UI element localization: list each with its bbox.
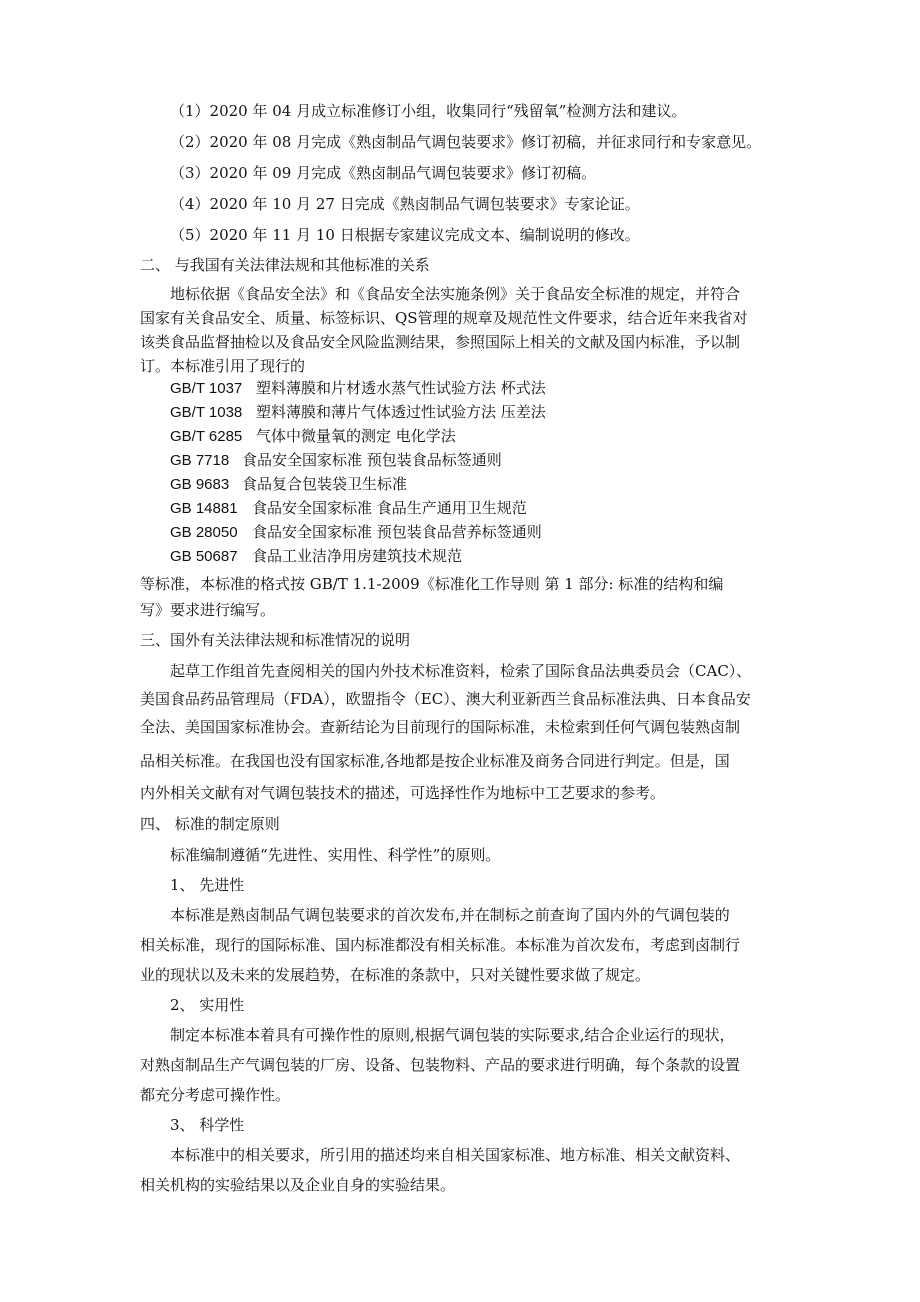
- reference-code: GB 50687: [170, 548, 238, 565]
- section-heading: 三、国外有关法律法规和标准情况的说明: [140, 631, 411, 649]
- subsection-heading: 1、 先进性: [170, 876, 245, 894]
- reference-code: GB/T 1037: [170, 380, 243, 397]
- paragraph-line: 业的现状以及未来的发展趋势，在标准的条款中，只对关键性要求做了规定。: [140, 966, 651, 984]
- paragraph-line: 该类食品监督抽检以及食品安全风险监测结果，参照国际上相关的文献及国内标准，予以制: [140, 333, 741, 351]
- reference-code: GB 7718: [170, 452, 230, 469]
- paragraph-line: 内外相关文献有对气调包装技术的描述，可选择性作为地标中工艺要求的参考。: [140, 784, 666, 802]
- paragraph-line: 地标依据《食品安全法》和《食品安全法实施条例》关于食品安全标准的规定，并符合: [170, 285, 741, 303]
- reference-item: [170, 497, 527, 519]
- reference-item: [170, 401, 546, 423]
- step-item: （2）2020 年 08 月完成《熟卤制品气调包装要求》修订初稿，并征求同行和专家意见。: [170, 133, 762, 151]
- paragraph-line: 全法、美国国家标准协会。查新结论为目前现行的国际标准，未检索到任何气调包装熟卤制: [140, 718, 741, 736]
- reference-item: [170, 425, 456, 447]
- paragraph-line: 写》要求进行编写。: [140, 601, 276, 619]
- reference-title: 塑料薄膜和薄片气体透过性试验方法 压差法: [256, 403, 546, 421]
- reference-item: [170, 545, 462, 567]
- step-item: （1）2020 年 04 月成立标准修订小组，收集同行“残留氧”检测方法和建议。: [170, 102, 687, 120]
- reference-title: 食品复合包装袋卫生标准: [242, 475, 408, 493]
- reference-title: 食品安全国家标准 预包装食品标签通则: [242, 451, 502, 469]
- paragraph-line: 订。本标准引用了现行的: [140, 357, 306, 375]
- step-item: （4）2020 年 10 月 27 日完成《熟卤制品气调包装要求》专家论证。: [170, 195, 640, 213]
- paragraph-line: 都充分考虑可操作性。: [140, 1086, 291, 1104]
- reference-title: 食品安全国家标准 食品生产通用卫生规范: [252, 499, 527, 517]
- section-heading: 四、 标准的制定原则: [140, 815, 280, 833]
- section-heading: 二、 与我国有关法律法规和其他标准的关系: [140, 256, 430, 274]
- step-item: （5）2020 年 11 月 10 日根据专家建议完成文本、编制说明的修改。: [170, 226, 640, 244]
- reference-code: GB/T 6285: [170, 428, 243, 445]
- reference-code: GB 9683: [170, 476, 230, 493]
- paragraph-line: 等标准，本标准的格式按 GB/T 1.1-2009《标准化工作导则 第 1 部分: 标准的结构和编: [140, 575, 724, 593]
- reference-item: [170, 377, 546, 399]
- paragraph-line: 对熟卤制品生产气调包装的厂房、设备、包装物料、产品的要求进行明确，每个条款的设置: [140, 1056, 741, 1074]
- subsection-heading: 2、 实用性: [170, 996, 245, 1014]
- reference-item: [170, 473, 407, 495]
- paragraph-line: 本标准是熟卤制品气调包装要求的首次发布,并在制标之前查询了国内外的气调包装的: [170, 906, 730, 924]
- paragraph-line: 起草工作组首先查阅相关的国内外技术标准资料，检索了国际食品法典委员会（CAC）、: [170, 662, 752, 680]
- reference-code: GB 14881: [170, 500, 238, 517]
- paragraph-line: 品相关标准。在我国也没有国家标准,各地都是按企业标准及商务合同进行判定。但是，国: [140, 752, 730, 770]
- step-item: （3）2020 年 09 月完成《熟卤制品气调包装要求》修订初稿。: [170, 164, 597, 182]
- reference-title: 食品安全国家标准 预包装食品营养标签通则: [252, 523, 542, 541]
- subsection-heading: 3、 科学性: [170, 1116, 245, 1134]
- reference-title: 气体中微量氧的测定 电化学法: [256, 427, 456, 445]
- reference-item: [170, 521, 542, 543]
- paragraph-line: 美国食品药品管理局（FDA），欧盟指令（EC）、澳大利亚新西兰食品标准法典、日本食品安: [140, 690, 751, 708]
- paragraph-line: 本标准中的相关要求，所引用的描述均来自相关国家标准、地方标准、相关文献资料、: [170, 1146, 741, 1164]
- reference-title: 塑料薄膜和片材透水蒸气性试验方法 杯式法: [256, 379, 546, 397]
- reference-code: GB 28050: [170, 524, 238, 541]
- paragraph-line: 国家有关食品安全、质量、标签标识、QS管理的规章及规范性文件要求，结合近年来我省对: [140, 309, 748, 327]
- paragraph-line: 制定本标准本着具有可操作性的原则,根据气调包装的实际要求,结合企业运行的现状，: [170, 1026, 735, 1044]
- paragraph-line: 相关机构的实验结果以及企业自身的实验结果。: [140, 1176, 456, 1194]
- reference-title: 食品工业洁净用房建筑技术规范: [252, 547, 463, 565]
- reference-code: GB/T 1038: [170, 404, 243, 421]
- paragraph-line: 标准编制遵循“先进性、实用性、科学性”的原则。: [170, 846, 501, 864]
- paragraph-line: 相关标准，现行的国际标准、国内标准都没有相关标准。本标准为首次发布，考虑到卤制行: [140, 936, 741, 954]
- reference-item: [170, 449, 502, 471]
